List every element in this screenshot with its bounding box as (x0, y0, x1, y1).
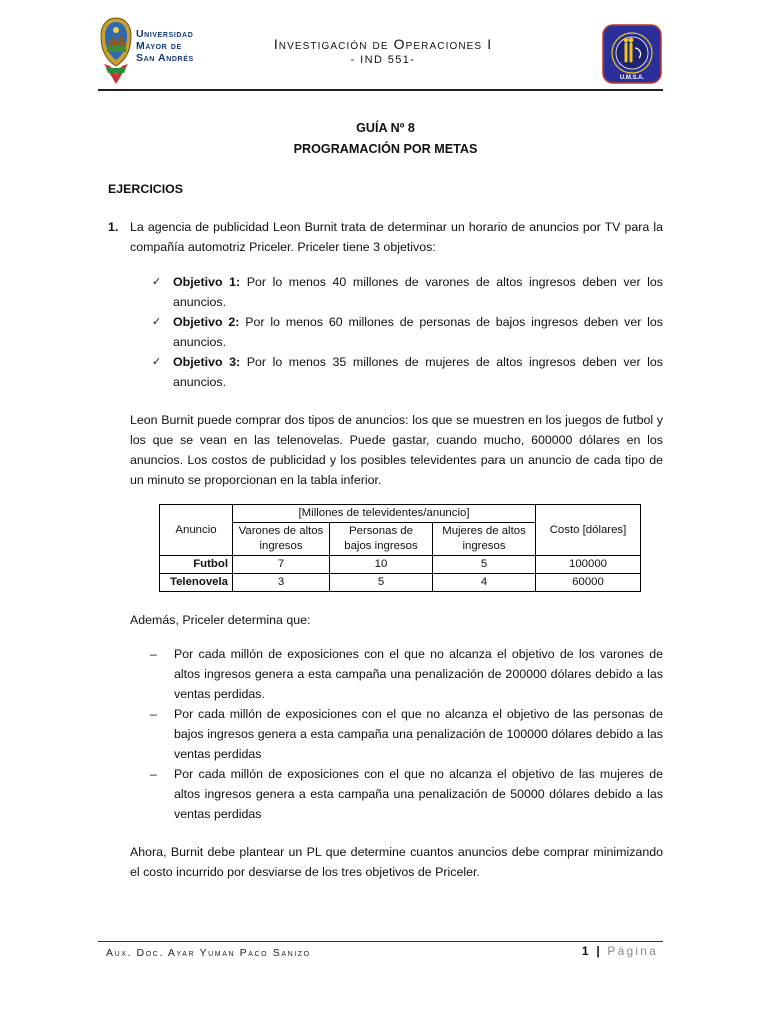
table-header: Varones de altos ingresos (233, 523, 330, 556)
table-cell: 5 (433, 556, 536, 574)
list-item (130, 704, 663, 764)
penalty-text: Por cada millón de exposiciones con el que no alcanza el objetivo de las mujeres de altos ingresos genera a esta campaña una penalización de 50000 dólares debido a las ventas perdidas (174, 767, 663, 821)
table-row-label: Telenovela (160, 574, 233, 592)
objective-label: Objetivo 1: (173, 275, 241, 289)
university-line-3: San Andrés (136, 52, 194, 64)
list-item (130, 764, 663, 824)
faculty-logo-icon (602, 24, 662, 84)
table-cell: 60000 (536, 574, 641, 592)
check-icon: ✓ (152, 276, 162, 288)
table-cell: 4 (433, 574, 536, 592)
course-title: Investigación de Operaciones I (273, 36, 493, 52)
penalty-text: Por cada millón de exposiciones con el que no alcanza el objetivo de los varones de altos ingresos genera a esta campaña una penalización de 200000 dólares debido a las ventas perdidas. (174, 647, 663, 701)
table-cell: 100000 (536, 556, 641, 574)
table-row-label: Futbol (160, 556, 233, 574)
objective-label: Objetivo 2: (173, 315, 240, 329)
footer-author: Aux. Doc. Ayar Yuman Paco Sanizo (106, 947, 311, 959)
table-row (160, 556, 641, 574)
table-cell: 7 (233, 556, 330, 574)
table-cost-header: Costo [dólares] (536, 505, 641, 556)
conclusion-paragraph: Ahora, Burnit debe plantear un PL que determine cuantos anuncios debe comprar minimizando el costo incurrido por desviarse de los tres objetivos de Priceler. (130, 845, 663, 879)
check-icon: ✓ (152, 356, 162, 368)
table-group-header: [Millones de televidentes/anuncio] (233, 505, 536, 523)
exercise-intro-text: La agencia de publicidad Leon Burnit trata de determinar un horario de anuncios por TV para la compañía automotriz Priceler. Priceler tiene 3 objetivos: (130, 220, 663, 254)
table-header: Mujeres de altos ingresos (433, 523, 536, 556)
penalty-text: Por cada millón de exposiciones con el que no alcanza el objetivo de las personas de bajos ingresos genera a esta campaña una penalización de 100000 dólares debido a las ventas perdidas (174, 707, 663, 761)
dash-bullet: – (150, 767, 157, 781)
footer-divider (98, 941, 663, 942)
objective-item (152, 312, 663, 352)
university-line-2: Mayor de (136, 40, 182, 52)
guide-title: GUÍA Nº 8 (356, 121, 415, 135)
table-wrapper (108, 504, 663, 592)
objective-text: Por lo menos 35 millones de mujeres de altos ingresos deben ver los anuncios. (173, 355, 663, 389)
dash-bullet: – (150, 647, 157, 661)
additional-intro: Además, Priceler determina que: (130, 613, 311, 627)
objective-text: Por lo menos 40 millones de varones de altos ingresos deben ver los anuncios. (173, 275, 663, 309)
exercise-paragraph: Leon Burnit puede comprar dos tipos de anuncios: los que se muestren en los juegos de futbol y los que se vean en las telenovelas. Puede gastar, cuando mucho, 600000 dólares en los anuncios. Los costos de publicidad y los posibles televidentes para un anuncio de cada tipo de un minuto se proporcionan en la tabla inferior. (130, 413, 663, 487)
objective-item (152, 272, 663, 312)
objectives-list (108, 272, 663, 392)
university-seal-icon (98, 16, 134, 86)
objective-text: Por lo menos 60 millones de personas de bajos ingresos deben ver los anuncios. (173, 315, 663, 349)
page-word: Página (607, 944, 658, 958)
page-separator: | (596, 944, 602, 958)
list-item (130, 644, 663, 704)
header-divider (98, 89, 663, 91)
page-number (582, 944, 658, 958)
exercise-number: 1. (108, 220, 119, 234)
table-header: Personas de bajos ingresos (330, 523, 433, 556)
page-header (98, 14, 664, 90)
faculty-logo-text: U.M.S.A. (619, 75, 645, 81)
dash-bullet: – (150, 707, 157, 721)
table-col-label: Anuncio (160, 505, 233, 556)
university-name (136, 28, 194, 64)
table-cell: 5 (330, 574, 433, 592)
document-body (108, 118, 663, 882)
guide-subtitle: PROGRAMACIÓN POR METAS (293, 142, 478, 156)
data-table (159, 504, 641, 592)
page-number-value: 1 (581, 944, 591, 958)
table-row (160, 574, 641, 592)
course-info (248, 36, 518, 66)
exercise-intro (108, 217, 663, 257)
table-cell: 10 (330, 556, 433, 574)
university-line-1: Universidad (136, 28, 194, 40)
objective-label: Objetivo 3: (173, 355, 241, 369)
course-code: - IND 551- (350, 54, 416, 66)
penalties-list (108, 644, 663, 824)
table-cell: 3 (233, 574, 330, 592)
objective-item (152, 352, 663, 392)
section-heading: EJERCICIOS (108, 182, 184, 196)
check-icon: ✓ (152, 316, 162, 328)
